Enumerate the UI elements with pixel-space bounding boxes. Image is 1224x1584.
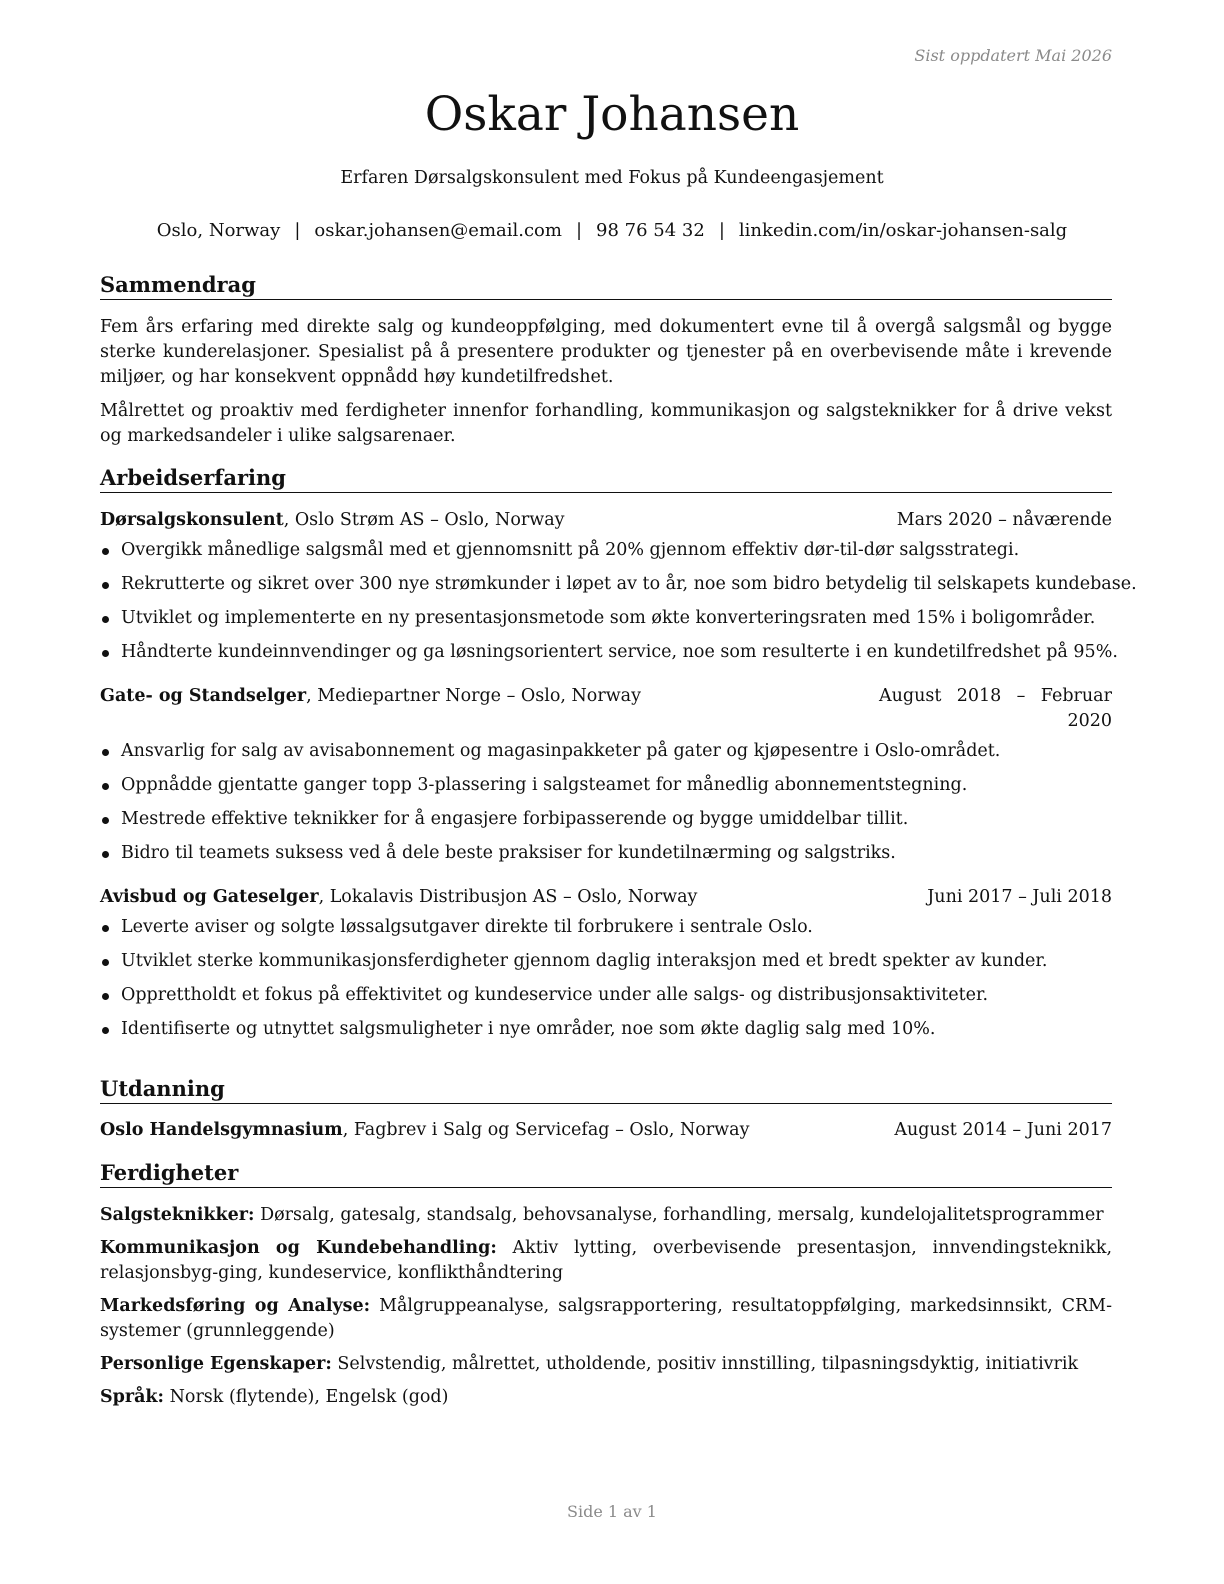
skill-text: Målgruppeanalyse, salgsrapportering, resultatoppfølging, markedsinnsikt, CRM-systemer (grunnleggende) [100, 1296, 1112, 1341]
bullet-icon [102, 616, 109, 623]
skill-text: Dørsalg, gatesalg, standsalg, behovsanalyse, forhandling, mersalg, kundelojalitetsprogrammer [254, 1205, 1104, 1225]
last-updated: Sist oppdatert Mai 2026 [914, 46, 1112, 65]
bullet-icon [102, 783, 109, 790]
separator: | [294, 220, 301, 241]
list-item: Leverte aviser og solgte løssalgsutgaver direkte til forbrukere i sentrale Oslo. [100, 915, 1112, 940]
candidate-name: Oskar Johansen [424, 87, 800, 142]
job-header [100, 508, 1112, 533]
section-heading: Ferdigheter [100, 1159, 1112, 1188]
list-item: Overgikk månedlige salgsmål med et gjennomsnitt på 20% gjennom effektiv dør-til-dør salgsstrategi. [100, 538, 1112, 563]
page-number: Side 1 av 1 [567, 1502, 657, 1521]
education-dates: August 2014 – Juni 2017 [894, 1120, 1112, 1140]
job-entry [100, 508, 1137, 665]
section-heading: Sammendrag [100, 271, 1112, 300]
job-title: Dørsalgskonsulent [100, 510, 284, 530]
summary-section [100, 271, 1112, 449]
skill-row [100, 1203, 1112, 1228]
skill-row [100, 1385, 1112, 1410]
bullet-icon [102, 749, 109, 756]
job-dates: Juni 2017 – Juli 2018 [927, 887, 1112, 907]
skill-row [100, 1236, 1112, 1286]
bullet-icon [102, 925, 109, 932]
skill-text: Aktiv lytting, overbevisende presentasjon, innvendingsteknikk, relasjonsbyg-ging, kundeservice, konflikthåndtering [100, 1238, 1113, 1283]
list-item: Utviklet sterke kommunikasjonsferdigheter gjennom daglig interaksjon med et bredt spekter av kunder. [100, 949, 1112, 974]
skill-label: Språk: [100, 1387, 165, 1407]
bullet-icon [102, 582, 109, 589]
section-heading: Arbeidserfaring [100, 464, 1112, 493]
job-dates: Mars 2020 – nåværende [896, 510, 1112, 530]
bullet-icon [102, 959, 109, 966]
separator: | [575, 220, 583, 241]
job-company: , Mediepartner Norge – Oslo, Norway [306, 686, 642, 706]
education-section [100, 1075, 1112, 1143]
list-item: Utviklet og implementerte en ny presentasjonsmetode som økte konverteringsraten med 15% i boligområder. [100, 606, 1112, 631]
list-item: Opprettholdt et fokus på effektivitet og kundeservice under alle salgs- og distribusjonsaktiviteter. [100, 983, 1112, 1008]
skill-label: Markedsføring og Analyse: [100, 1296, 371, 1316]
summary-paragraph: Målrettet og proaktiv med ferdigheter innenfor forhandling, kommunikasjon og salgsteknikker for å drive vekst og markedsandeler i ulike salgsarenaer. [100, 401, 1112, 446]
skill-label: Kommunikasjon og Kundebehandling: [100, 1238, 497, 1258]
contact-linkedin[interactable]: linkedin.com/in/oskar-johansen-salg [738, 220, 1068, 241]
contact-location: Oslo, Norway [156, 220, 281, 241]
bullet-icon [102, 817, 109, 824]
skill-row [100, 1294, 1112, 1344]
job-title: Avisbud og Gateselger [100, 887, 319, 907]
skill-label: Salgsteknikker: [100, 1205, 255, 1225]
list-item: Rekrutterte og sikret over 300 nye strømkunder i løpet av to år, noe som bidro betydelig til selskapets kundebase. [100, 572, 1112, 597]
list-item: Bidro til teamets suksess ved å dele beste praksiser for kundetilnærming og salgstriks. [100, 841, 1112, 866]
list-item: Mestrede effektive teknikker for å engasjere forbipasserende og bygge umiddelbar tillit. [100, 807, 1112, 832]
job-entry [100, 684, 1112, 866]
experience-section [100, 464, 1137, 1051]
contact-phone: 98 76 54 32 [596, 220, 705, 241]
contact-email[interactable]: oskar.johansen@email.com [314, 220, 562, 241]
contact-line [0, 220, 1224, 241]
skill-text: Selvstendig, målrettet, utholdende, positiv innstilling, tilpasningsdyktig, initiativrik [331, 1354, 1079, 1374]
job-header [100, 885, 1112, 910]
list-item: Identifiserte og utnyttet salgsmuligheter i nye områder, noe som økte daglig salg med 10%. [100, 1017, 1112, 1042]
bullet-icon [102, 548, 109, 555]
job-title: Gate- og Standselger [100, 686, 307, 706]
bullet-icon [102, 650, 109, 657]
section-heading: Utdanning [100, 1075, 1112, 1104]
skill-text: Norsk (flytende), Engelsk (god) [164, 1387, 449, 1407]
job-company: , Lokalavis Distribusjon AS – Oslo, Norway [318, 887, 698, 907]
school-name: Oslo Handelsgymnasium [100, 1120, 343, 1140]
bullet-icon [102, 851, 109, 858]
separator: | [718, 220, 725, 241]
skill-row [100, 1352, 1112, 1377]
list-item: Håndterte kundeinnvendinger og ga løsningsorientert service, noe som resulterte i en kundetilfredshet på 95%. [100, 640, 1112, 665]
bullet-icon [102, 1027, 109, 1034]
candidate-title: Erfaren Dørsalgskonsulent med Fokus på Kundeengasjement [340, 168, 884, 188]
skill-label: Personlige Egenskaper: [100, 1354, 332, 1374]
job-dates: August 2018 – Februar 2020 [879, 686, 1112, 731]
bullet-icon [102, 993, 109, 1000]
education-entry [100, 1118, 1112, 1143]
list-item: Oppnådde gjentatte ganger topp 3-plassering i salgsteamet for månedlig abonnementstegning. [100, 773, 1112, 798]
job-entry [100, 885, 1112, 1042]
education-detail: , Fagbrev i Salg og Servicefag – Oslo, Norway [342, 1120, 750, 1140]
summary-paragraph: Fem års erfaring med direkte salg og kundeoppfølging, med dokumentert evne til å overgå salgsmål og bygge sterke kunderelasjoner. Spesialist på å presentere produkter og tjenester på en overbevisende måte i krevende miljøer, og har konsekvent oppnådd høy kundetilfredshet. [100, 317, 1112, 387]
job-header [100, 684, 1112, 734]
job-company: , Oslo Strøm AS – Oslo, Norway [283, 510, 565, 530]
skills-section [100, 1159, 1112, 1418]
list-item: Ansvarlig for salg av avisabonnement og magasinpakketer på gater og kjøpesentre i Oslo-området. [100, 739, 1112, 764]
